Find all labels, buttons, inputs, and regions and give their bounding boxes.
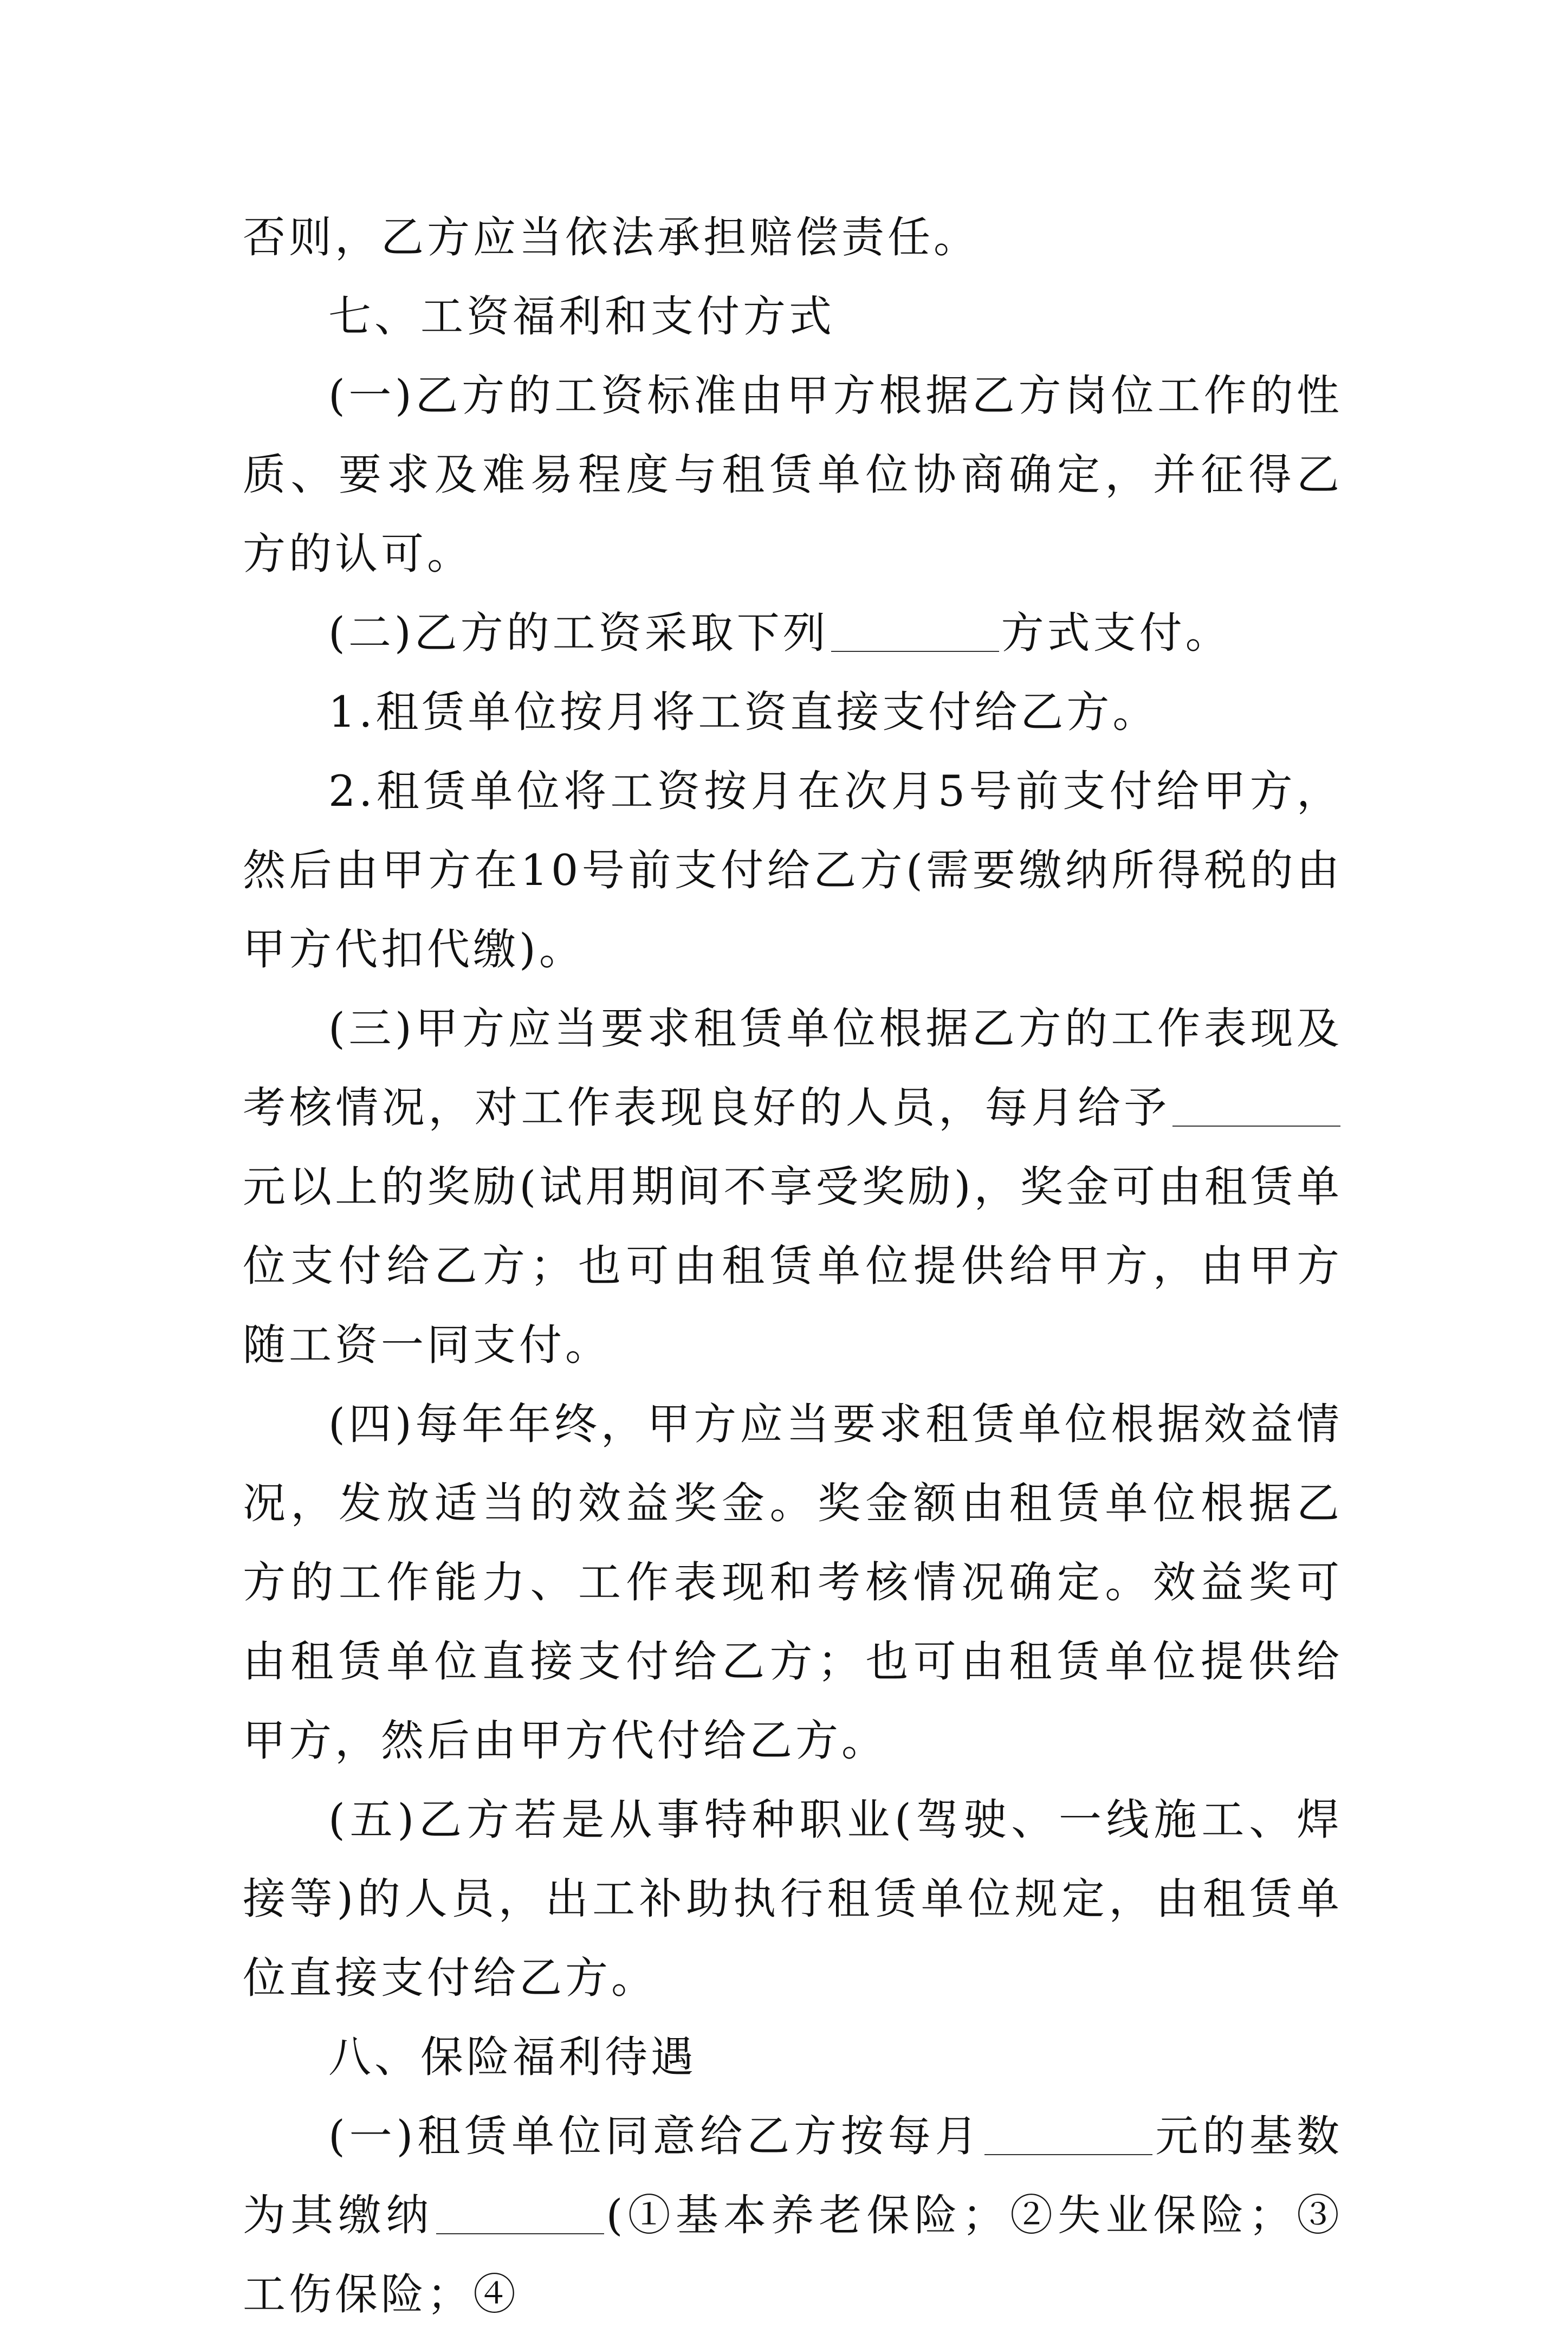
section-heading-wages <box>243 277 1343 356</box>
clause-wage-standard <box>243 356 1343 593</box>
clause-insurance-contribution <box>243 2097 1343 2334</box>
clause-year-end-bonus <box>243 1385 1343 1780</box>
fill-in-blank <box>831 613 999 652</box>
text-segment: (一)乙方的工资标准由甲方根据乙方岗位工作的性质、要求及难易程度与租赁单位协商确定，并征得乙方的认可。 <box>243 371 1343 579</box>
fill-in-blank <box>984 2116 1152 2155</box>
text-segment: 1.租赁单位按月将工资直接支付给乙方。 <box>328 687 1159 737</box>
text-segment: 元以上的奖励(试用期间不享受奖励)，奖金可由租赁单位支付给乙方；也可由租赁单位提供给甲方，由甲方随工资一同支付。 <box>243 1162 1343 1370</box>
text-segment: (①基本养老保险；②失业保险；③工伤保险；④ <box>243 2190 1343 2319</box>
option-indirect-payment <box>243 752 1343 989</box>
clause-special-occupation <box>243 1780 1343 2018</box>
text-segment: 七、工资福利和支付方式 <box>328 292 835 341</box>
text-segment: 元的基数为其缴纳 <box>243 2111 1343 2240</box>
text-segment: (五)乙方若是从事特种职业(驾驶、一线施工、焊接等)的人员，出工补助执行租赁单位规定，由租赁单位直接支付给乙方。 <box>243 1795 1343 2003</box>
clause-payment-method <box>243 593 1343 673</box>
option-direct-payment <box>243 673 1343 752</box>
section-heading-insurance <box>243 2018 1343 2097</box>
text-segment: (二)乙方的工资采取下列 <box>328 608 829 658</box>
fill-in-blank <box>436 2195 604 2234</box>
text-segment: 方式支付。 <box>1001 608 1232 658</box>
text-segment: 2.租赁单位将工资按月在次月5号前支付给甲方，然后由甲方在10号前支付给乙方(需要缴纳所得税的由甲方代扣代缴)。 <box>243 766 1343 974</box>
document-body <box>243 198 1343 2334</box>
text-segment: 八、保险福利待遇 <box>328 2032 697 2082</box>
text-segment: (一)租赁单位同意给乙方按每月 <box>328 2111 982 2161</box>
text-segment: 否则，乙方应当依法承担赔偿责任。 <box>243 212 980 262</box>
text-segment: (三)甲方应当要求租赁单位根据乙方的工作表现及考核情况，对工作表现良好的人员，每月给予 <box>243 1004 1343 1133</box>
paragraph-liability <box>243 198 1343 277</box>
fill-in-blank <box>1172 1088 1340 1127</box>
text-segment: (四)每年年终，甲方应当要求租赁单位根据效益情况，发放适当的效益奖金。奖金额由租赁单位根据乙方的工作能力、工作表现和考核情况确定。效益奖可由租赁单位直接支付给乙方；也可由租赁单位提供给甲方，然后由甲方代付给乙方。 <box>243 1399 1343 1766</box>
clause-performance-bonus <box>243 989 1343 1385</box>
